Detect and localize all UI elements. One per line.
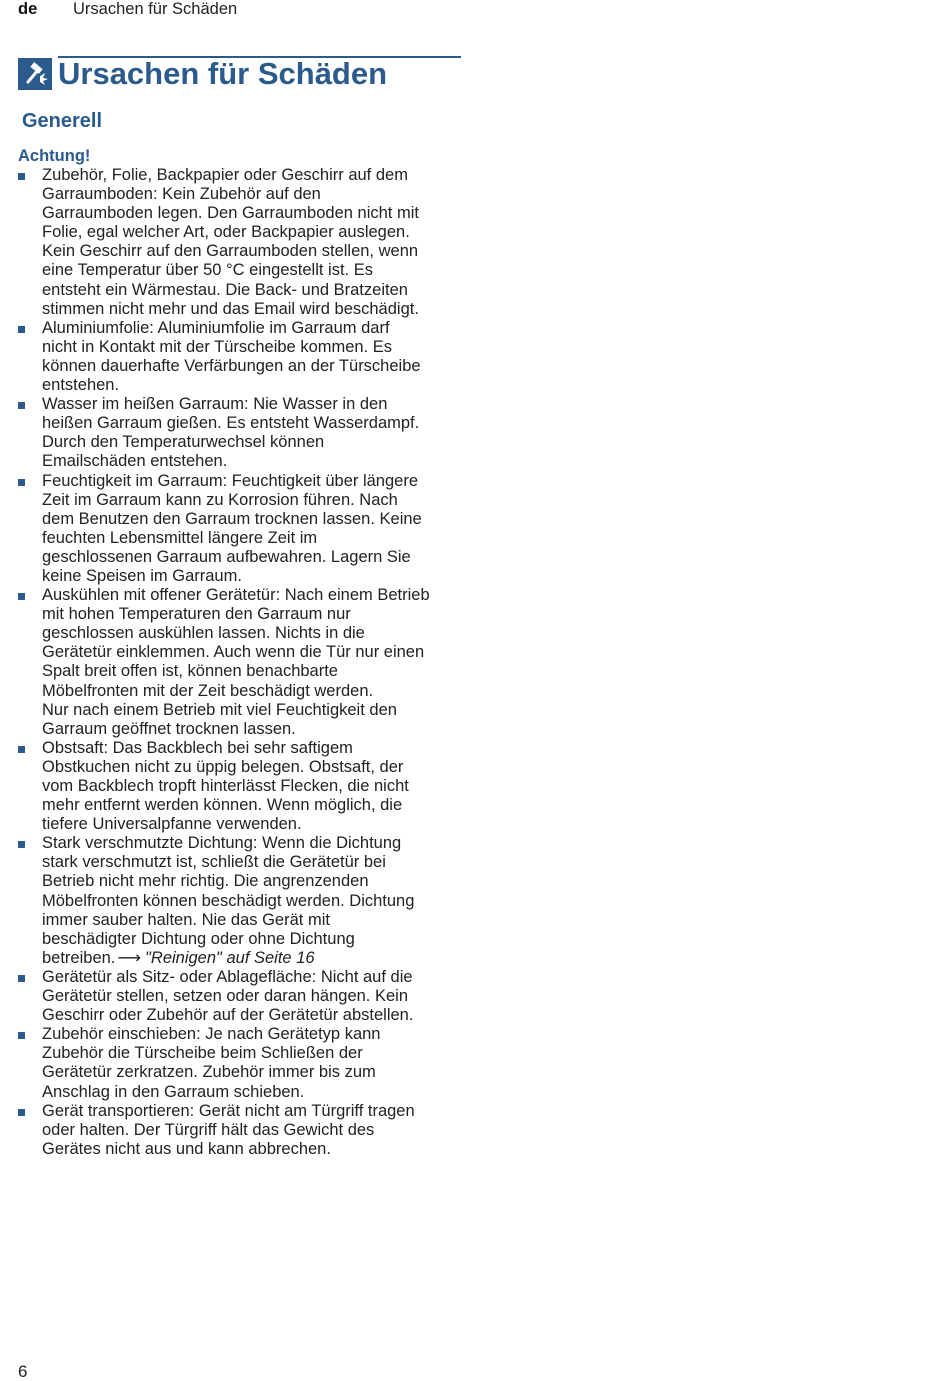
- list-item: [18, 739, 463, 834]
- list-item-text-line: dem Benutzen den Garraum trocknen lassen. Keine: [42, 509, 422, 528]
- list-item: [18, 166, 463, 319]
- list-item-text-line: Gerätetür als Sitz- oder Ablagefläche: Nicht auf die: [42, 967, 413, 986]
- list-item: [18, 586, 463, 739]
- bullet-square-icon: [18, 975, 25, 982]
- list-item: [18, 319, 463, 395]
- section-heading: Generell: [22, 110, 103, 132]
- bullet-square-icon: [18, 402, 25, 409]
- arrow-right-icon: ⟶: [117, 948, 142, 967]
- list-item: [18, 1025, 463, 1101]
- list-item-text-line: Gerätetür einklemmen. Auch wenn die Tür nur einen: [42, 643, 425, 662]
- bullet-square-icon: [18, 173, 25, 180]
- list-item: [18, 472, 463, 587]
- list-item-text-line: Gerätetür zerkratzen. Zubehör immer bis zum: [42, 1063, 376, 1082]
- list-item: [18, 968, 463, 1025]
- list-item-text-line: Gerätes nicht aus und kann abbrechen.: [42, 1139, 331, 1158]
- list-item-text-line: mehr entfernt werden können. Wenn möglich, die: [42, 796, 403, 815]
- list-item-text-line: vom Backblech tropft hinterlässt Flecken, die nicht: [42, 777, 409, 795]
- bullet-square-icon: [18, 593, 25, 600]
- list-item: [18, 1102, 463, 1159]
- list-item-text-line: Obstkuchen nicht zu üppig belegen. Obstsaft, der: [42, 757, 404, 776]
- warning-label: Achtung!: [18, 147, 91, 165]
- list-item-text-line: Obstsaft: Das Backblech bei sehr saftigem: [42, 738, 353, 757]
- list-item-text-line: Emailschäden entstehen.: [42, 452, 228, 471]
- list-item-text-line: Auskühlen mit offener Gerätetür: Nach einem Betrieb: [42, 586, 430, 605]
- bullet-square-icon: [18, 1032, 25, 1039]
- list-item-text-line: Zeit im Garraum kann zu Korrosion führen. Nach: [42, 490, 398, 509]
- list-item-text-line: Nur nach einem Betrieb mit viel Feuchtigkeit den: [42, 700, 397, 719]
- list-item: [18, 395, 463, 471]
- list-item-text-line: geschlossen auskühlen lassen. Nichts in die: [42, 624, 365, 643]
- list-item-text-line: Kein Geschirr auf den Garraumboden stellen, wenn: [42, 242, 419, 261]
- list-item-text-line: Wasser im heißen Garraum: Nie Wasser in den: [42, 395, 388, 414]
- list-item-text-line: beschädigter Dichtung oder ohne Dichtung: [42, 929, 355, 948]
- list-item-text-line: Feuchtigkeit im Garraum: Feuchtigkeit über längere: [42, 471, 419, 490]
- list-item-text-line: entsteht ein Wärmestau. Die Back- und Bratzeiten: [42, 280, 408, 299]
- list-item-text-line: mit hohen Temperaturen den Garraum nur: [42, 605, 351, 624]
- list-item-text-line: Spalt breit offen ist, können benachbarte: [42, 662, 338, 681]
- bullet-square-icon: [18, 841, 25, 848]
- list-item-text-line: Stark verschmutzte Dichtung: Wenn die Dichtung: [42, 834, 402, 853]
- list-item-text-line: Durch den Temperaturwechsel können: [42, 433, 325, 452]
- list-item-text-line: tiefere Universalpfanne verwenden.: [42, 815, 302, 834]
- list-item-text-line: Geschirr oder Zubehör auf der Gerätetür abstellen.: [42, 1006, 414, 1025]
- list-item-text-line: Betrieb nicht mehr richtig. Die angrenzenden: [42, 872, 369, 891]
- damage-hammer-icon: [18, 58, 52, 90]
- bullet-square-icon: [18, 326, 25, 333]
- list-item-text-line: Folie, egal welcher Art, oder Backpapier auslegen.: [42, 223, 410, 242]
- language-code: de: [18, 0, 38, 18]
- list-item-text-line: Zubehör einschieben: Je nach Gerätetyp kann: [42, 1025, 381, 1044]
- list-item-text-line: Anschlag in den Garraum schieben.: [42, 1082, 305, 1101]
- list-item-text-line: stimmen nicht mehr und das Email wird beschädigt.: [42, 299, 419, 318]
- list-item-text-line: geschlossenen Garraum aufbewahren. Lagern Sie: [42, 547, 411, 566]
- list-item-text-line: feuchten Lebensmittel längere Zeit im: [42, 528, 318, 547]
- list-item-text: betreiben.: [42, 948, 116, 967]
- list-item-text-line: Zubehör die Türscheibe beim Schließen der: [42, 1044, 363, 1063]
- list-item-text-line: oder halten. Der Türgriff hält das Gewicht des: [42, 1120, 375, 1139]
- bullet-square-icon: [18, 479, 25, 486]
- list-item-text-line: Garraum geöffnet trocknen lassen.: [42, 719, 296, 738]
- list-item-text-line: immer sauber halten. Nie das Gerät mit: [42, 910, 330, 929]
- list-item-text-line: heißen Garraum gießen. Es entsteht Wasserdampf.: [42, 414, 420, 433]
- list-item-text-line: [42, 949, 463, 968]
- list-item-text-line: Möbelfronten mit der Zeit beschädigt werden.: [42, 681, 374, 700]
- list-item-text-line: Gerätetür stellen, setzen oder daran hängen. Kein: [42, 987, 408, 1006]
- list-item-text-line: Möbelfronten können beschädigt werden. Dichtung: [42, 891, 415, 910]
- notice-list: [18, 166, 463, 1159]
- list-item-text-line: Aluminiumfolie: Aluminiumfolie im Garraum darf: [42, 318, 390, 337]
- page-number: 6: [18, 1362, 28, 1381]
- list-item-text-line: eine Temperatur über 50 °C eingestellt ist. Es: [42, 261, 373, 280]
- list-item-text-line: können dauerhafte Verfärbungen an der Türscheibe: [42, 356, 421, 375]
- list-item-text-line: Garraumboden: Kein Zubehör auf den: [42, 185, 321, 204]
- bullet-square-icon: [18, 1109, 25, 1116]
- list-item: [18, 834, 463, 968]
- list-item-text-line: entstehen.: [42, 376, 120, 395]
- running-header-title: Ursachen für Schäden: [73, 0, 238, 18]
- list-item-text-line: Zubehör, Folie, Backpapier oder Geschirr auf dem: [42, 166, 408, 184]
- list-item-text-line: Garraumboden legen. Den Garraumboden nicht mit: [42, 204, 419, 223]
- list-item-text-line: stark verschmutzt ist, schließt die Gerätetür bei: [42, 853, 386, 872]
- list-item-text-line: Gerät transportieren: Gerät nicht am Türgriff tragen: [42, 1101, 415, 1120]
- bullet-square-icon: [18, 746, 25, 753]
- cross-reference-link[interactable]: "Reinigen" auf Seite 16: [145, 948, 315, 967]
- list-item-text-line: keine Speisen im Garraum.: [42, 566, 242, 585]
- list-item-text-line: nicht in Kontakt mit der Türscheibe kommen. Es: [42, 337, 393, 356]
- page-title: Ursachen für Schäden: [58, 56, 388, 91]
